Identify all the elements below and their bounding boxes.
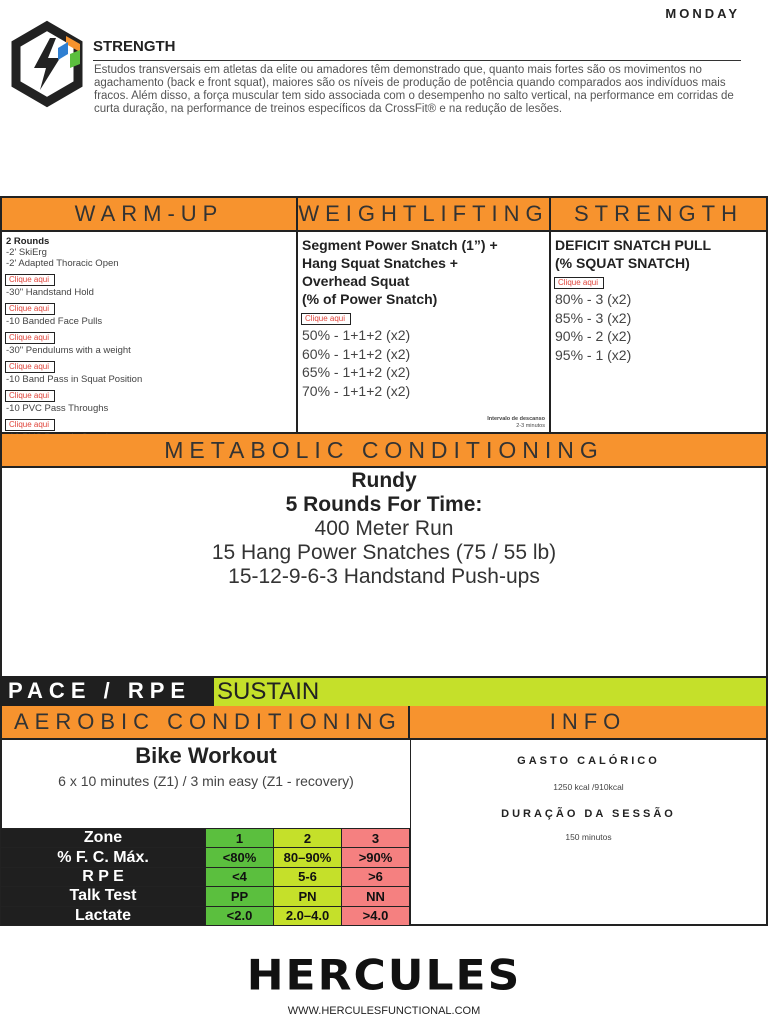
zone-row-label: R P E xyxy=(1,867,206,886)
bike-workout-title: Bike Workout xyxy=(135,743,277,768)
clique-aqui-link[interactable]: Clique aqui xyxy=(5,419,55,431)
weightlifting-title-line: Segment Power Snatch (1”) + xyxy=(302,237,498,253)
weightlifting-title-line: Hang Squat Snatches + xyxy=(302,255,458,271)
warmup-item: -2' SkiErg xyxy=(6,247,47,258)
warmup-rounds: 2 Rounds xyxy=(6,236,50,247)
warmup-item: -2' Adapted Thoracic Open xyxy=(6,258,119,269)
intro-title: STRENGTH xyxy=(93,38,176,55)
duration-value: 150 minutos xyxy=(565,832,612,842)
zone-cell: >4.0 xyxy=(342,906,410,925)
strength-set: 95% - 1 (x2) xyxy=(555,346,632,363)
zone-row-label: % F. C. Máx. xyxy=(1,848,206,867)
zone-cell: NN xyxy=(342,887,410,906)
zone-cell: <80% xyxy=(206,848,274,867)
metcon-body xyxy=(0,468,768,676)
weightlifting-set: 70% - 1+1+2 (x2) xyxy=(302,382,411,399)
weightlifting-title xyxy=(302,236,549,308)
weightlifting-title-line: (% of Power Snatch) xyxy=(302,291,438,307)
zone-cell: 3 xyxy=(342,829,410,848)
bike-workout-desc: 6 x 10 minutes (Z1) / 3 min easy (Z1 - recovery) xyxy=(58,773,354,789)
calorie-label: GASTO CALÓRICO xyxy=(517,755,660,767)
clique-aqui-link[interactable]: Clique aqui xyxy=(5,390,55,402)
zone-cell: 2.0–4.0 xyxy=(274,906,342,925)
calorie-value: 1250 kcal /910kcal xyxy=(553,782,624,792)
duration-label: DURAÇÃO DA SESSÃO xyxy=(501,808,676,820)
zone-cell: >90% xyxy=(342,848,410,867)
table-row xyxy=(1,829,410,848)
aerobic-header: AEROBIC CONDITIONING xyxy=(0,706,410,740)
hercules-logo-icon xyxy=(10,22,84,106)
info-body xyxy=(410,740,768,926)
zone-cell: <4 xyxy=(206,867,274,886)
clique-aqui-link[interactable]: Clique aqui xyxy=(5,332,55,344)
warmup-item: -30" Pendulums with a weight xyxy=(6,345,131,356)
aerobic-body xyxy=(0,740,410,828)
warmup-item: -10 Banded Face Pulls xyxy=(6,316,103,327)
zone-cell: PP xyxy=(206,887,274,906)
pace-label: PACE / RPE xyxy=(8,678,192,703)
table-row xyxy=(1,887,410,906)
metcon-line: 400 Meter Run xyxy=(314,517,454,540)
strength-set: 85% - 3 (x2) xyxy=(555,309,632,326)
rest-interval-label: Intervalo de descanso xyxy=(487,416,545,422)
weightlifting-set: 50% - 1+1+2 (x2) xyxy=(302,327,411,343)
zone-cell: PN xyxy=(274,887,342,906)
clique-aqui-link[interactable]: Clique aqui xyxy=(301,313,351,325)
zone-cell: 80–90% xyxy=(274,848,342,867)
rest-interval-note xyxy=(487,416,545,430)
zone-row-label: Talk Test xyxy=(1,887,206,906)
warmup-header: WARM-UP xyxy=(2,198,298,232)
day-label: MONDAY xyxy=(665,6,740,21)
warmup-column xyxy=(2,232,298,432)
pace-bar xyxy=(0,676,768,706)
metcon-format: 5 Rounds For Time: xyxy=(285,493,483,516)
table-row xyxy=(1,848,410,867)
title-divider xyxy=(93,60,741,61)
rest-interval-value: 2-3 minutos xyxy=(516,423,545,429)
training-grid xyxy=(0,196,768,434)
brand-wordmark: HERCULES xyxy=(246,951,522,1000)
metcon-line: 15 Hang Power Snatches (75 / 55 lb) xyxy=(211,541,557,564)
zone-cell: >6 xyxy=(342,867,410,886)
zone-row-label: Zone xyxy=(1,829,206,848)
pace-value: SUSTAIN xyxy=(214,678,766,706)
zone-cell: <2.0 xyxy=(206,906,274,925)
clique-aqui-link[interactable]: Clique aqui xyxy=(554,277,604,289)
table-row xyxy=(1,906,410,925)
weightlifting-header: WEIGHTLIFTING xyxy=(298,198,551,232)
zone-row-label: Lactate xyxy=(1,906,206,925)
strength-header: STRENGTH xyxy=(551,198,766,232)
warmup-item: -10 Band Pass in Squat Position xyxy=(6,374,143,385)
warmup-item: -10 PVC Pass Throughs xyxy=(6,403,109,414)
strength-title-line: DEFICIT SNATCH PULL xyxy=(555,237,712,253)
strength-title-line: (% SQUAT SNATCH) xyxy=(555,255,690,271)
weightlifting-set: 60% - 1+1+2 (x2) xyxy=(302,345,411,362)
table-row xyxy=(1,867,410,886)
weightlifting-title-line: Overhead Squat xyxy=(302,273,410,289)
strength-title xyxy=(555,236,766,272)
zone-cell: 2 xyxy=(274,829,342,848)
weightlifting-set: 65% - 1+1+2 (x2) xyxy=(302,364,411,380)
weightlifting-column xyxy=(298,232,551,432)
intro-text: Estudos transversais em atletas da elite ou amadores têm demonstrado que, quanto mais fortes são os movimentos no agachamento (back e front squat), maiores são os níveis de produção de potência quando comparados aos indivíduos mais fracos. Além disso, a força muscular tem sido associada com o desempenho no salto vertical, na performance em corridas de curta duração, na performance de treinos específicos da CrossFit® e na redução de lesões. xyxy=(94,64,734,115)
metcon-name: Rundy xyxy=(351,469,417,492)
clique-aqui-link[interactable]: Clique aqui xyxy=(5,361,55,373)
zone-table xyxy=(0,828,410,926)
strength-column xyxy=(551,232,766,432)
metcon-line: 15-12-9-6-3 Handstand Push-ups xyxy=(228,565,540,588)
warmup-item: -30" Handstand Hold xyxy=(6,287,94,298)
website-link[interactable]: WWW.HERCULESFUNCTIONAL.COM xyxy=(287,1005,481,1017)
strength-set: 80% - 3 (x2) xyxy=(555,291,632,307)
zone-cell: 1 xyxy=(206,829,274,848)
clique-aqui-link[interactable]: Clique aqui xyxy=(5,274,55,286)
info-header: INFO xyxy=(410,706,768,740)
zone-cell: 5-6 xyxy=(274,867,342,886)
clique-aqui-link[interactable]: Clique aqui xyxy=(5,303,55,315)
strength-set: 90% - 2 (x2) xyxy=(555,328,632,344)
metcon-header: METABOLIC CONDITIONING xyxy=(0,434,768,468)
